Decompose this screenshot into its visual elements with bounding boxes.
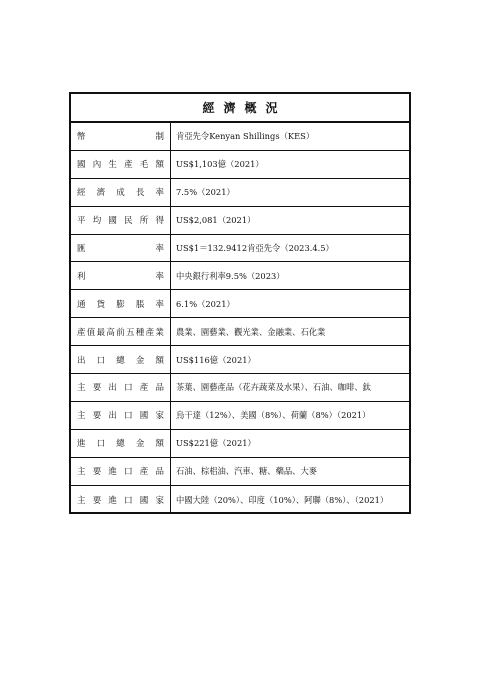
- row-label: 產 值 最 高 前 五 種 產 業: [71, 318, 171, 345]
- row-value: 6.1%（2021）: [176, 298, 235, 309]
- row-value: 石油、棕梠油、汽車、糖、藥品、大麥: [176, 466, 318, 477]
- row-value: 農業、園藝業、觀光業、金融業、石化業: [176, 326, 326, 337]
- row-label: 匯 率: [71, 235, 171, 262]
- table-row: [71, 374, 409, 402]
- table-row: [71, 290, 409, 318]
- row-label: 出 口 總 金 額: [71, 346, 171, 373]
- row-value: US$1＝132.9412肯亞先令（2023.4.5）: [176, 243, 334, 253]
- table-row: [71, 402, 409, 430]
- row-value: US$221億（2021）: [176, 438, 256, 449]
- row-value: US$1,103億（2021）: [176, 159, 264, 170]
- row-value: 烏干達（12%）、美國（8%）、荷蘭（8%）（2021）: [176, 410, 371, 421]
- row-value: US$116億（2021）: [176, 354, 256, 365]
- row-value: US$2,081（2021）: [176, 215, 256, 226]
- table-row: [71, 486, 409, 514]
- table-row: [71, 179, 409, 207]
- row-label: 國 內 生 產 毛 額: [71, 151, 171, 178]
- row-label: 幣 制: [71, 123, 171, 150]
- row-value: 7.5%（2021）: [176, 187, 235, 198]
- row-label: 平 均 國 民 所 得: [71, 207, 171, 234]
- row-label: 經 濟 成 長 率: [71, 179, 171, 206]
- row-value: 肯亞先令Kenyan Shillings（KES）: [176, 131, 315, 142]
- table-row: [71, 207, 409, 235]
- economic-overview-table: [69, 92, 411, 514]
- table-row: [71, 430, 409, 458]
- row-label: 主 要 進 口 產 品: [71, 458, 171, 485]
- row-label: 利 率: [71, 262, 171, 289]
- table-row: [71, 235, 409, 263]
- table-body: [71, 123, 409, 513]
- table-row: [71, 458, 409, 486]
- table-row: [71, 123, 409, 151]
- row-label: 主 要 出 口 國 家: [71, 402, 171, 429]
- row-label: 進 口 總 金 額: [71, 430, 171, 457]
- row-value: 中國大陸（20%）、印度（10%）、阿聯（8%）、（2021）: [176, 494, 389, 505]
- row-label: 主 要 出 口 產 品: [71, 374, 171, 401]
- row-label: 主 要 進 口 國 家: [71, 486, 171, 514]
- table-row: [71, 318, 409, 346]
- row-label: 通 貨 膨 脹 率: [71, 290, 171, 317]
- table-row: [71, 151, 409, 179]
- table-row: [71, 262, 409, 290]
- table-title-row: [71, 94, 409, 123]
- row-value: 茶葉、園藝產品（花卉蔬菜及水果）、石油、咖啡、鈦: [176, 382, 371, 393]
- table-row: [71, 346, 409, 374]
- row-value: 中央銀行利率9.5%（2023）: [176, 270, 285, 281]
- table-title: 經濟概況: [202, 101, 287, 115]
